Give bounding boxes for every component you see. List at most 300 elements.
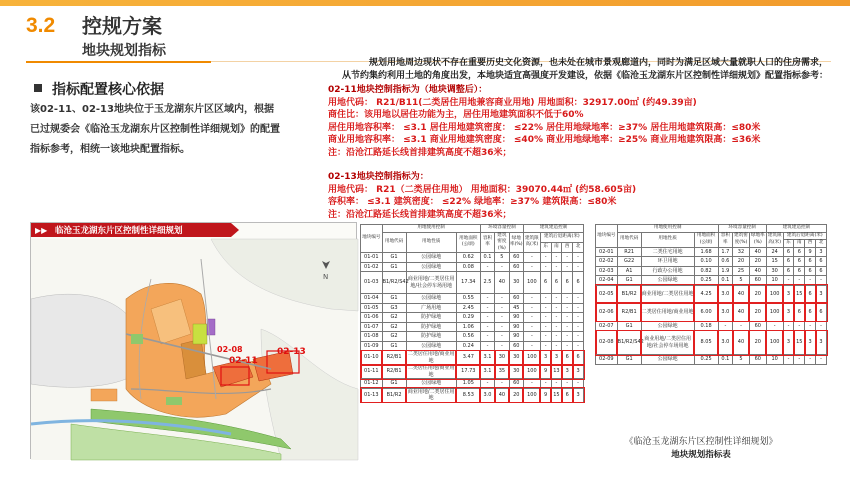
table-cell: 5 <box>733 276 750 286</box>
table-cell: 3 <box>783 285 794 303</box>
table-cell: 9 <box>540 388 551 402</box>
table-row <box>361 322 584 332</box>
th-area: 用地面积(公顷) <box>456 232 480 253</box>
table-cell: G1 <box>382 341 406 351</box>
zoning-map <box>30 222 357 459</box>
table-cell: 0.10 <box>694 257 718 267</box>
table-cell: 6 <box>783 257 794 267</box>
th-setback: 建筑后退距离(米) <box>540 232 583 242</box>
map-drawing <box>31 239 358 460</box>
table-cell: - <box>480 332 494 342</box>
table-cell: 1.05 <box>456 379 480 389</box>
table-cell: - <box>495 341 509 351</box>
table-cell: - <box>573 303 584 313</box>
table-cell: 防护绿地 <box>406 332 456 342</box>
table-cell: 0.24 <box>456 341 480 351</box>
table-cell: 40 <box>733 303 750 321</box>
table-cell: - <box>495 313 509 323</box>
table-cell: 6 <box>562 388 573 402</box>
table-cell: - <box>523 341 540 351</box>
table-cell: 30 <box>509 365 523 379</box>
th-west: 西 <box>805 240 816 248</box>
table-cell: 防护绿地 <box>406 322 456 332</box>
table-cell: - <box>551 262 562 272</box>
table-cell: 二类居住用地/商业用地 <box>407 365 455 378</box>
table-cell: 3.1 <box>480 351 494 365</box>
table-cell: 0.56 <box>456 332 480 342</box>
table-cell: 行政办公用地 <box>641 266 694 276</box>
table-cell: - <box>540 303 551 313</box>
table-cell: 3 <box>783 303 794 321</box>
table-cell: 90 <box>509 322 523 332</box>
table-cell: - <box>540 313 551 323</box>
table-cell: - <box>495 332 509 342</box>
table-cell: - <box>495 303 509 313</box>
table-cell: - <box>495 379 509 389</box>
table-cell: 6 <box>805 285 816 303</box>
table-cell: - <box>816 355 827 365</box>
table-cell: 13 <box>551 365 562 379</box>
table-cell: 01-04 <box>361 294 383 304</box>
table-cell: G1 <box>382 253 406 263</box>
table-row <box>596 276 827 286</box>
th-setback: 建筑后退距离(米) <box>783 232 826 240</box>
table-cell: 3 <box>816 247 827 257</box>
table-cell: 40 <box>749 247 766 257</box>
table-cell: 公园绿地 <box>406 253 456 263</box>
table-cell: - <box>783 355 794 365</box>
table-cell: 3 <box>562 365 573 379</box>
map-label-0211: 02-11 <box>229 356 258 366</box>
th-use-code: 用地代码 <box>617 232 641 247</box>
table-cell: R21 <box>617 247 641 257</box>
table-cell: 商业用地/二类居住用地 <box>407 388 455 401</box>
plot-0211-line: 商业用地容积率： ≤3.1 商业用地建筑密度： ≤40% 商业用地绿地率：≥25% 商业用地建筑限高：≤36米 <box>328 135 761 145</box>
th-north: 北 <box>573 242 584 252</box>
svg-text:N: N <box>323 273 329 281</box>
table-cell: 02-07 <box>596 321 618 331</box>
table-cell: 2.45 <box>456 303 480 313</box>
table-cell: 0.1 <box>718 355 732 365</box>
table-cell: - <box>551 332 562 342</box>
table-row <box>596 355 827 365</box>
table-cell: 40 <box>733 331 750 355</box>
section-subtitle: 地块规划指标 <box>82 43 166 59</box>
table-cell: - <box>523 262 540 272</box>
table-cell: - <box>573 322 584 332</box>
table-cell: 60 <box>509 341 523 351</box>
table-cell: - <box>495 294 509 304</box>
table-cell: 01-02 <box>361 262 383 272</box>
table-cell: - <box>480 262 494 272</box>
th-north: 北 <box>816 240 827 248</box>
table-cell: 0.08 <box>456 262 480 272</box>
th-plot-id: 地块编号 <box>361 225 383 253</box>
table-cell: 02-04 <box>596 276 618 286</box>
table-cell: 6 <box>794 303 805 321</box>
table-cell: 6 <box>573 351 584 365</box>
table-cell: 二类居住用地/商业用地 <box>641 303 694 321</box>
table-cell: 17.34 <box>456 272 480 294</box>
table-cell: 100 <box>766 331 783 355</box>
table-cell: 6 <box>816 266 827 276</box>
table-cell: 15 <box>766 257 783 267</box>
table-cell: G1 <box>617 355 641 365</box>
table-cell: - <box>816 276 827 286</box>
table-cell: 3 <box>783 331 794 355</box>
plot-0211-line: 居住用地容积率： ≤3.1 居住用地建筑密度： ≤22% 居住用地绿地率：≥37% 居住用地建筑限高：≤80米 <box>328 122 761 133</box>
table-cell: 45 <box>509 303 523 313</box>
map-label-0208: 02-08 <box>217 345 243 354</box>
table-cell: 15 <box>794 331 805 355</box>
th-green: 绿地率(%) <box>749 232 766 247</box>
table-cell: - <box>540 253 551 263</box>
table-cell: 2.5 <box>480 272 494 294</box>
table-cell: 60 <box>749 355 766 365</box>
table-cell: - <box>551 303 562 313</box>
table-cell: 02-09 <box>596 355 618 365</box>
table-cell: 0.25 <box>694 276 718 286</box>
table-cell: 环卫用地 <box>641 257 694 267</box>
table-cell: 100 <box>523 365 540 379</box>
table-cell: 6 <box>540 272 551 294</box>
table-cell: 90 <box>509 313 523 323</box>
table-row <box>596 321 827 331</box>
table-cell: 20 <box>749 331 766 355</box>
plot-0211-block <box>328 84 760 159</box>
table-cell: - <box>551 294 562 304</box>
table-cell: - <box>573 332 584 342</box>
table-row <box>596 247 827 257</box>
table-cell: 3 <box>805 331 816 355</box>
table-cell: - <box>805 355 816 365</box>
plan-table-right <box>595 224 827 365</box>
table-cell: - <box>495 262 509 272</box>
table-row <box>361 351 584 365</box>
table-cell: 30 <box>509 351 523 365</box>
table-cell: 02-05 <box>596 285 618 303</box>
table-cell: - <box>562 341 573 351</box>
plot-0211-heading: 02-11地块控制指标为（地块调整后）： <box>328 85 488 95</box>
table-cell: 01-08 <box>361 332 383 342</box>
table-cell: 35 <box>495 365 509 379</box>
table-cell: 1.9 <box>718 266 732 276</box>
table-row <box>361 341 584 351</box>
plan-table-left <box>360 224 584 403</box>
table-cell: - <box>540 262 551 272</box>
th-height: 建筑限高(米) <box>766 232 783 247</box>
table-cell: 公园绿地 <box>641 355 694 365</box>
table-cell: G2 <box>382 332 406 342</box>
intro-text <box>298 57 828 83</box>
table-cell: 公园绿地 <box>406 294 456 304</box>
table-cell: 6 <box>794 266 805 276</box>
table-cell: G1 <box>617 321 641 331</box>
table-cell: 3 <box>551 351 562 365</box>
th-use-control: 用地使用控制 <box>382 225 480 233</box>
table-cell: 6 <box>551 272 562 294</box>
table-cell: 40 <box>733 285 750 303</box>
table-cell: - <box>562 253 573 263</box>
table-cell: 01-13 <box>361 388 383 402</box>
table-cell: - <box>523 332 540 342</box>
table-cell: R2/B1 <box>382 351 406 365</box>
table-cell: 20 <box>749 285 766 303</box>
table-cell: 15 <box>794 285 805 303</box>
plot-0213-line: 用地代码： R21（二类居住用地） 用地面积：39070.44㎡ (约58.605亩) <box>328 184 637 195</box>
table-cell: - <box>562 322 573 332</box>
table-cell: 01-07 <box>361 322 383 332</box>
table-cell: 6 <box>805 266 816 276</box>
table-cell: - <box>551 313 562 323</box>
plot-0213-heading: 02-13地块控制指标为： <box>328 172 429 182</box>
table-cell: - <box>573 262 584 272</box>
table-cell: 01-03 <box>361 272 383 294</box>
table-cell: - <box>562 332 573 342</box>
th-east: 东 <box>540 242 551 252</box>
table-cell: 商业用地/二类居住用地/社会停车场用地 <box>641 331 694 355</box>
table-cell: - <box>805 321 816 331</box>
bullet-paragraph: 该02-11、02-13地块位于玉龙湖东片区区域内，根据已过规委会《临沧玉龙湖东片区控制性详细规划》的配置指标参考，相统一该地块配置指标。 <box>30 104 280 155</box>
table-cell: - <box>766 321 783 331</box>
table-row <box>361 262 584 272</box>
table-cell: 100 <box>523 272 540 294</box>
table-cell: 02-03 <box>596 266 618 276</box>
table-cell: - <box>573 313 584 323</box>
th-use-nature: 用地性质 <box>641 232 694 247</box>
table-cell: 二类住宅用地 <box>641 247 694 257</box>
th-bld-control: 建筑建造控制 <box>523 225 583 233</box>
th-height: 建筑限高(米) <box>523 232 540 253</box>
table-cell: 15 <box>551 388 562 402</box>
table-cell: 6 <box>816 257 827 267</box>
table-cell: 20 <box>749 303 766 321</box>
table-cell: - <box>573 253 584 263</box>
table-cell: - <box>816 321 827 331</box>
table-cell: 6 <box>562 351 573 365</box>
table-cell: 60 <box>509 253 523 263</box>
table-row <box>596 303 827 321</box>
table-cell: 02-01 <box>596 247 618 257</box>
table-cell: 3 <box>573 388 584 402</box>
table-cell: 01-12 <box>361 379 383 389</box>
table-cell: 0.1 <box>480 253 494 263</box>
th-west: 西 <box>562 242 573 252</box>
th-area: 用地面积(公顷) <box>694 232 718 247</box>
table-cell: G3 <box>382 303 406 313</box>
table-row <box>596 285 827 303</box>
th-density: 建筑密度(%) <box>495 232 509 253</box>
table-cell: 6 <box>794 247 805 257</box>
arrow-right-icon: ▶▶ <box>35 226 48 235</box>
table-cell: 9 <box>540 365 551 379</box>
th-green: 绿地率(%) <box>509 232 523 253</box>
section-number: 3.2 <box>26 14 56 37</box>
table-cell: 01-10 <box>361 351 383 365</box>
table-cell: 3.0 <box>480 388 494 402</box>
table-cell: - <box>805 276 816 286</box>
table-cell: 3.0 <box>718 285 732 303</box>
table-cell: 10 <box>766 276 783 286</box>
th-east: 东 <box>783 240 794 248</box>
intro-line: 规划用地周边现状不存在重要历史文化资源，也未处在城市景观廊道内，同时为满足区域大量就职人口的住房需求， <box>368 58 828 68</box>
table-cell: 6 <box>794 257 805 267</box>
table-cell: - <box>551 379 562 389</box>
plot-0211-line: 用地代码： R21/B11(二类居住用地兼容商业用地) 用地面积：32917.00㎡ (约49.39亩) <box>328 97 697 108</box>
table-cell: 30 <box>509 272 523 294</box>
table-cell: B1/R2/S42 <box>382 272 406 294</box>
table-row <box>361 365 584 379</box>
table-cell: 01-06 <box>361 313 383 323</box>
table-caption: 《临沧玉龙湖东片区控制性详细规划》 <box>624 437 778 447</box>
table-cell: 60 <box>749 321 766 331</box>
table-cell: 8.05 <box>694 331 718 355</box>
table-cell: 0.82 <box>694 266 718 276</box>
table-cell: - <box>783 321 794 331</box>
table-cell: 100 <box>523 351 540 365</box>
table-cell: - <box>523 303 540 313</box>
table-cell: - <box>794 355 805 365</box>
table-cell: 8.53 <box>456 388 480 402</box>
header-underline <box>26 61 211 63</box>
table-cell: B1/R2/S42 <box>617 331 641 355</box>
table-cell: G22 <box>617 257 641 267</box>
map-title-bar <box>31 223 231 237</box>
table-cell: G2 <box>382 322 406 332</box>
table-cell: 30 <box>495 351 509 365</box>
table-cell: 5 <box>733 355 750 365</box>
table-cell: 商业用地/二类居住用地/社会停车场用地 <box>406 272 456 294</box>
th-env-control: 环境容量控制 <box>718 225 766 233</box>
table-cell: - <box>480 294 494 304</box>
table-cell: 100 <box>523 388 540 402</box>
table-cell: 40 <box>749 266 766 276</box>
table-cell: 广场用地 <box>406 303 456 313</box>
table-cell: 1.68 <box>694 247 718 257</box>
table-cell: 60 <box>749 276 766 286</box>
table-cell: G1 <box>382 262 406 272</box>
plot-0213-line: 容积率： ≤3.1 建筑密度： ≤22% 绿地率：≥37% 建筑限高：≤80米 <box>328 197 617 207</box>
table-cell: 01-09 <box>361 341 383 351</box>
table-cell: 4.25 <box>694 285 718 303</box>
table-cell: 30 <box>766 266 783 276</box>
table-cell: 01-01 <box>361 253 383 263</box>
th-south: 南 <box>794 240 805 248</box>
intro-line: 从节约集约利用土地的角度出发，本地块适宜高强度开发建设，依据《临沧玉龙湖东片区控制性详细规划》配置指标参考： <box>341 71 828 81</box>
th-env-control: 环境容量控制 <box>480 225 523 233</box>
th-bld-control: 建筑建造控制 <box>766 225 826 233</box>
table-cell: G1 <box>382 379 406 389</box>
th-use-nature: 用地性质 <box>406 232 456 253</box>
table-cell: - <box>718 321 732 331</box>
th-south: 南 <box>551 242 562 252</box>
table-row <box>361 388 584 402</box>
plot-0213-block <box>328 171 636 221</box>
table-row <box>361 272 584 294</box>
table-cell: 20 <box>509 388 523 402</box>
table-row <box>361 253 584 263</box>
table-cell: 100 <box>766 303 783 321</box>
table-cell: 6 <box>805 303 816 321</box>
table-cell: 二类居住用地/商业用地 <box>407 351 455 364</box>
table-cell: R2/B1 <box>617 303 641 321</box>
section-title: 控规方案 <box>82 14 162 38</box>
table-cell: 100 <box>766 285 783 303</box>
table-cell: 24 <box>766 247 783 257</box>
table-cell: 0.18 <box>694 321 718 331</box>
table-cell: R2/B1 <box>382 365 406 379</box>
table-row <box>596 266 827 276</box>
table-cell: 公园绿地 <box>406 341 456 351</box>
table-cell: 20 <box>733 257 750 267</box>
table-cell: 3 <box>573 365 584 379</box>
table-cell: 6 <box>805 257 816 267</box>
table-cell: - <box>523 322 540 332</box>
table-cell: 40 <box>495 388 509 402</box>
table-cell: 3.47 <box>456 351 480 365</box>
table-cell: G1 <box>617 276 641 286</box>
table-cell: 01-05 <box>361 303 383 313</box>
table-cell: - <box>540 341 551 351</box>
table-cell: - <box>562 313 573 323</box>
table-cell: - <box>523 253 540 263</box>
table-cell: - <box>480 341 494 351</box>
table-cell: - <box>573 294 584 304</box>
table-row <box>361 303 584 313</box>
table-cell: - <box>551 322 562 332</box>
table-cell: 公园绿地 <box>641 321 694 331</box>
table-cell: - <box>573 341 584 351</box>
table-cell: 0.62 <box>456 253 480 263</box>
header-accent-bar <box>0 0 850 6</box>
table-cell: 公园绿地 <box>406 262 456 272</box>
table-cell: 3 <box>816 285 827 303</box>
table-cell: - <box>562 262 573 272</box>
table-row <box>596 257 827 267</box>
table-cell: 3 <box>816 331 827 355</box>
table-cell: - <box>573 379 584 389</box>
table-cell: 6 <box>783 266 794 276</box>
table-cell: 02-02 <box>596 257 618 267</box>
bullet-square-icon <box>34 84 42 92</box>
table-cell: 10 <box>766 355 783 365</box>
table-cell: 6 <box>816 303 827 321</box>
table-cell: - <box>523 294 540 304</box>
table-cell: G2 <box>382 313 406 323</box>
table-cell: 9 <box>805 247 816 257</box>
th-density: 建筑密度(%) <box>733 232 750 247</box>
table-cell: 公园绿地 <box>641 276 694 286</box>
table-cell: 3.0 <box>718 331 732 355</box>
table-row <box>361 313 584 323</box>
table-cell: 3 <box>540 351 551 365</box>
table-cell: 6 <box>573 272 584 294</box>
th-far: 容积率 <box>480 232 494 253</box>
table-cell: - <box>523 379 540 389</box>
table-row <box>361 294 584 304</box>
table-cell: 1.06 <box>456 322 480 332</box>
table-cell: - <box>551 341 562 351</box>
table-cell: - <box>562 294 573 304</box>
map-title: 临沧玉龙湖东片区控制性详细规划 <box>55 226 183 236</box>
table-cell: - <box>480 313 494 323</box>
th-use-control: 用地使用控制 <box>617 225 718 233</box>
table-cell: 32 <box>733 247 750 257</box>
table-cell: - <box>540 332 551 342</box>
table-cell: 02-06 <box>596 303 618 321</box>
plot-0213-line: 注：沿沧江路延长线首排建筑高度不超36米； <box>328 209 512 220</box>
table-cell: 0.25 <box>694 355 718 365</box>
